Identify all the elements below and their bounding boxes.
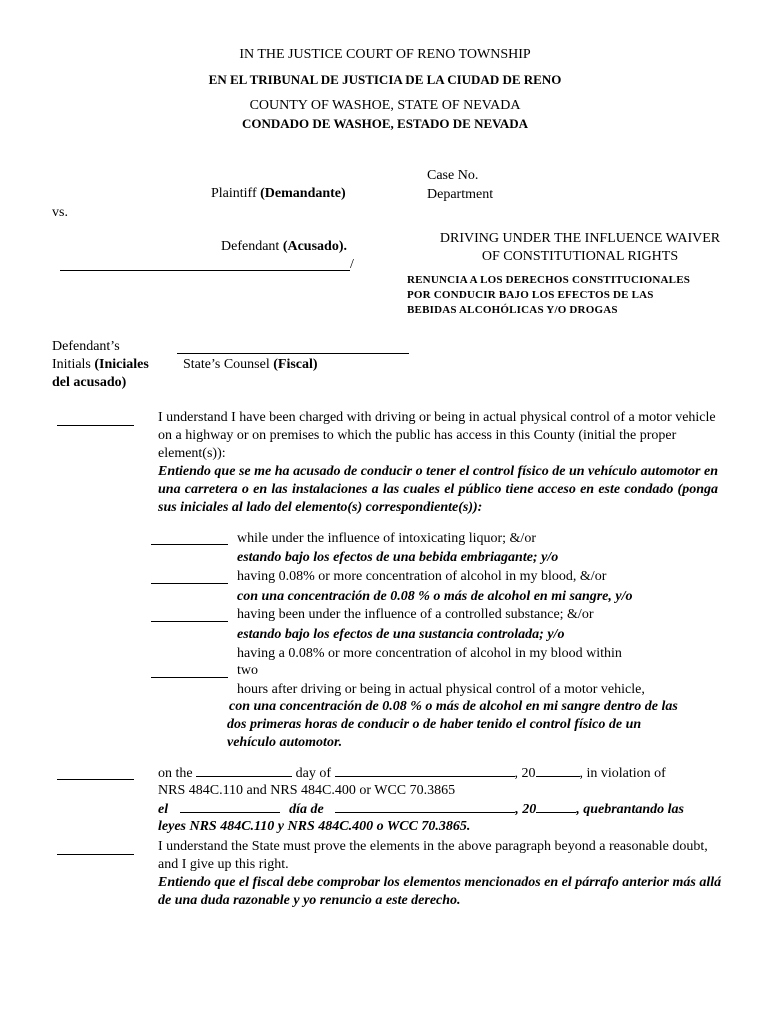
waiver-title-es-1: RENUNCIA A LOS DERECHOS CONSTITUCIONALES <box>407 274 691 286</box>
element-4-en-1: having a 0.08% or more concentration of alcohol in my blood within <box>237 646 622 661</box>
plaintiff-label-en: Plaintiff <box>211 186 261 201</box>
element-initials-line-2[interactable] <box>151 583 228 584</box>
department-label: Department <box>427 187 494 202</box>
mes-blank[interactable] <box>335 800 515 813</box>
quebrantando-label: , quebrantando las <box>576 802 684 817</box>
year-prefix: , 20 <box>514 766 536 781</box>
element-4-en-3: hours after driving or being in actual physical control of a motor vehicle, <box>237 682 645 697</box>
counsel-signature-line[interactable] <box>177 353 409 354</box>
initials-line-3[interactable] <box>57 854 134 855</box>
element-4-en-2: two <box>237 663 258 678</box>
element-1-en: while under the influence of intoxicating liquor; &/or <box>237 531 536 546</box>
waiver-title-es-3: BEBIDAS ALCOHÓLICAS Y/O DROGAS <box>407 304 618 316</box>
waiver-text-es: Entiendo que el fiscal debe comprobar los elementos mencionados en el párrafo anterior más allá de una duda razonable y yo renuncio a este derecho. <box>158 875 722 908</box>
day-blank[interactable] <box>196 764 292 777</box>
nrs-en: NRS 484C.110 and NRS 484C.400 or WCC 70.3865 <box>158 783 456 798</box>
case-no-label: Case No. <box>427 168 479 183</box>
year-prefix-es: , 20 <box>515 802 537 817</box>
month-blank[interactable] <box>335 764 515 777</box>
vs-label: vs. <box>52 205 68 220</box>
defendant-label-en: Defendant <box>221 239 283 254</box>
element-4-es-1: con una concentración de 0.08 % o más de alcohol en mi sangre dentro de las <box>229 699 678 714</box>
el-label: el <box>158 802 169 817</box>
element-2-en: having 0.08% or more concentration of alcohol in my blood, &/or <box>237 569 607 584</box>
caption-underline <box>60 270 350 271</box>
year-blank-es[interactable] <box>536 800 576 813</box>
element-3-es: estando bajo los efectos de una sustancia controlada; y/o <box>237 627 565 642</box>
defendant-initials-label-3: del acusado) <box>52 375 127 390</box>
plaintiff-label <box>211 185 346 203</box>
caption-slash: / <box>350 257 354 272</box>
defendant-initials-label-2 <box>52 356 149 374</box>
element-initials-line-1[interactable] <box>151 544 228 545</box>
element-4-es-2: dos primeras horas de conducir o de haber tenido el control físico de un <box>227 717 642 732</box>
date-line-es <box>158 800 684 819</box>
defendant-initials-es: (Iniciales <box>94 357 149 372</box>
waiver-title-en-2: OF CONSTITUTIONAL RIGHTS <box>481 249 679 264</box>
defendant-initials-en: Initials <box>52 357 95 372</box>
court-title-en: IN THE JUSTICE COURT OF RENO TOWNSHIP <box>239 47 531 62</box>
defendant-initials-label-1: Defendant’s <box>52 339 120 354</box>
defendant-label-es: (Acusado). <box>282 239 347 254</box>
element-initials-line-3[interactable] <box>151 621 228 622</box>
in-violation-label: , in violation of <box>579 766 666 781</box>
county-en: COUNTY OF WASHOE, STATE OF NEVADA <box>249 98 521 113</box>
initials-line-1[interactable] <box>57 425 134 426</box>
plaintiff-label-es: (Demandante) <box>260 186 346 201</box>
defendant-label <box>221 238 347 256</box>
on-the-label: on the <box>158 766 193 781</box>
counsel-label-es: (Fiscal) <box>273 357 318 372</box>
initials-line-2[interactable] <box>57 779 134 780</box>
date-line-en <box>158 764 666 783</box>
counsel-label-en: State’s Counsel <box>183 357 274 372</box>
county-es: CONDADO DE WASHOE, ESTADO DE NEVADA <box>241 116 529 131</box>
waiver-text-en: I understand the State must prove the elements in the above paragraph beyond a reasonable doubt, and I give up this right. <box>158 839 708 872</box>
leyes-es: leyes NRS 484C.110 y NRS 484C.400 o WCC 70.3865. <box>158 819 471 834</box>
charge-text-en: I understand I have been charged with driving or being in actual physical control of a motor vehicle on a highway or on premises to which the public has access in this County (initial the proper element(s)): <box>158 410 716 461</box>
element-3-en: having been under the influence of a controlled substance; &/or <box>237 607 594 622</box>
year-blank[interactable] <box>536 764 580 777</box>
element-initials-line-4[interactable] <box>151 677 228 678</box>
day-of-label: day of <box>295 766 331 781</box>
waiver-title-en-1: DRIVING UNDER THE INFLUENCE WAIVER <box>439 231 721 246</box>
dia-de-label: día de <box>289 802 324 817</box>
element-4-es-3: vehículo automotor. <box>227 735 343 750</box>
court-title-es: EN EL TRIBUNAL DE JUSTICIA DE LA CIUDAD DE RENO <box>208 72 562 87</box>
waiver-title-es-2: POR CONDUCIR BAJO LOS EFECTOS DE LAS <box>407 289 654 301</box>
element-1-es: estando bajo los efectos de una bebida embriagante; y/o <box>237 550 559 565</box>
element-2-es: con una concentración de 0.08 % o más de alcohol en mi sangre, y/o <box>237 589 633 604</box>
counsel-label <box>183 356 318 374</box>
dia-blank[interactable] <box>180 800 280 813</box>
charge-text-es: Entiendo que se me ha acusado de conducir o tener el control físico de un vehículo automotor en una carretera o en las instalaciones a las cuales el público tiene acceso en este condado (ponga sus iniciales al lado del elemento(s) correspondiente(s)): <box>158 464 718 515</box>
